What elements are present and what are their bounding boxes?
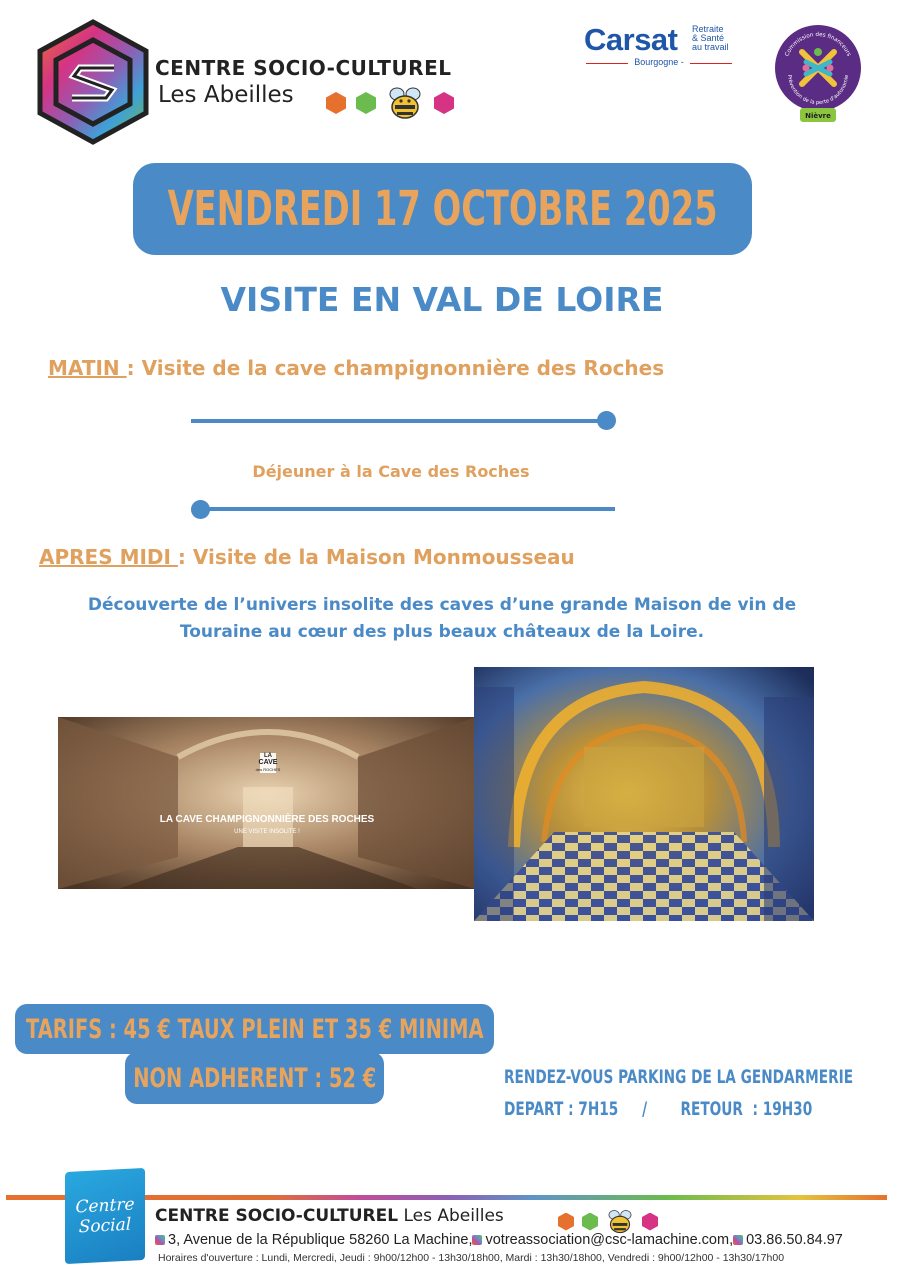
location-icon (155, 1235, 165, 1245)
mail-icon (472, 1235, 482, 1245)
pink-hexagon-icon (642, 1213, 658, 1231)
event-description (40, 592, 844, 646)
carsat-tagline-3: au travail (692, 42, 729, 52)
green-hexagon-icon (356, 92, 376, 114)
tarif-non-adherent-box (125, 1052, 384, 1104)
orange-hexagon-icon (558, 1213, 574, 1231)
rendez-vous-place: RENDEZ-VOUS PARKING DE LA GENDARMERIE (504, 1066, 854, 1088)
carsat-region: Bourgogne - (634, 57, 684, 67)
timeline-track (200, 507, 615, 511)
orange-hexagon-icon (326, 92, 346, 114)
bee-icon (386, 86, 424, 120)
footer-org-name-bold: CENTRE SOCIO-CULTUREL (155, 1206, 399, 1226)
event-date: VENDREDI 17 OCTOBRE 2025 (167, 181, 718, 237)
commission-financeurs-badge (772, 22, 864, 126)
centre-social-logo (65, 1168, 145, 1264)
photo1-logo-line-3: des ROCHES (255, 767, 281, 772)
event-title: VISITE EN VAL DE LOIRE (220, 280, 664, 319)
footer-hexagon-decoration (558, 1209, 658, 1234)
centre-social-logo-line-1: Centre (75, 1194, 135, 1218)
footer-address: 3, Avenue de la République 58260 La Machine, (168, 1232, 473, 1248)
matin-label: MATIN (48, 356, 127, 380)
bee-icon (606, 1209, 634, 1234)
apres-midi-line (39, 545, 575, 569)
timeline-track (191, 419, 606, 423)
photo1-subcaption: UNE VISITE INSOLITE ! (234, 829, 300, 835)
carsat-tagline (692, 25, 742, 52)
timeline-dot (191, 500, 210, 519)
matin-text: : Visite de la cave champignonnière des Roches (126, 356, 665, 380)
photo1-logo-line-2: CAVE (258, 759, 278, 766)
photo1-caption: LA CAVE CHAMPIGNONNIÈRE DES ROCHES (159, 814, 375, 825)
footer-org-name (155, 1206, 504, 1226)
footer-contact-line (155, 1232, 843, 1248)
timeline-dot (597, 411, 616, 430)
depart-retour-times: DEPART : 7H15 / RETOUR : 19H30 (504, 1098, 813, 1120)
csc-hexagon-logo (34, 18, 152, 146)
description-line-2: Touraine au cœur des plus beaux châteaux de la Loire. (179, 622, 705, 642)
badge-ribbon: Nièvre (805, 112, 831, 120)
org-subtitle: Les Abeilles (158, 82, 294, 108)
footer-opening-hours: Horaires d'ouverture : Lundi, Mercredi, Jeudi : 9h00/12h00 - 13h30/18h00, Mardi : 13h30/18h00, Vendredi : 9h00/12h00 - 13h30/17h00 (158, 1252, 785, 1264)
cave-tunnel-image (58, 717, 476, 889)
pink-hexagon-icon (434, 92, 454, 114)
footer-email[interactable]: votreassociation@csc-lamachine.com, (485, 1232, 734, 1248)
hexagon-decoration (326, 86, 454, 120)
apres-midi-label: APRES MIDI (39, 545, 178, 569)
carsat-tagline-2: & Santé (692, 33, 725, 43)
painted-cave-image (474, 667, 814, 921)
date-banner (133, 163, 752, 255)
carsat-divider (690, 63, 732, 64)
carsat-logo (584, 22, 734, 70)
footer-org-name-light: Les Abeilles (398, 1206, 504, 1226)
carsat-tagline-1: Retraite (692, 24, 724, 34)
carsat-brand: Carsat (584, 22, 678, 57)
org-name: CENTRE SOCIO-CULTUREL (155, 56, 452, 80)
centre-social-logo-line-2: Social (78, 1214, 132, 1238)
dejeuner-text: Déjeuner à la Cave des Roches (252, 462, 530, 481)
cave-champignonniere-photo (58, 717, 476, 889)
green-hexagon-icon (582, 1213, 598, 1231)
photo1-logo-line-1: LA (264, 753, 272, 759)
apres-midi-text: : Visite de la Maison Monmousseau (177, 545, 575, 569)
tarif-line-1: TARIFS : 45 € TAUX PLEIN ET 35 € MINIMA (25, 1013, 484, 1045)
phone-icon (733, 1235, 743, 1245)
description-line-1: Découverte de l’univers insolite des caves d’une grande Maison de vin de (87, 595, 797, 615)
tarif-line-2: NON ADHERENT : 52 € (133, 1062, 376, 1094)
tarif-box (15, 1004, 494, 1054)
badge-ring-bottom: Prévention de la perte d'autonomie (785, 74, 851, 107)
footer-phone[interactable]: 03.86.50.84.97 (746, 1232, 843, 1248)
monmousseau-cave-photo (474, 667, 814, 921)
matin-line (48, 356, 664, 380)
badge-ring-top: Commission des financeurs (784, 31, 852, 58)
